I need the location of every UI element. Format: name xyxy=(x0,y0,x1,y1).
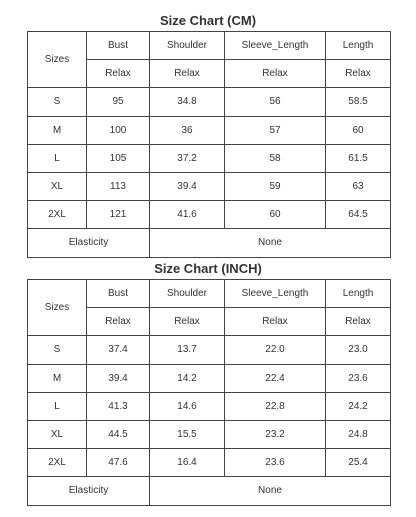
table-cell: 22.8 xyxy=(225,392,326,420)
size-chart-cm-title: Size Chart (CM) xyxy=(159,13,257,28)
fit-label: Relax xyxy=(150,60,225,88)
fit-label: Relax xyxy=(87,308,150,336)
column-header-sleeve-length: Sleeve_Length xyxy=(225,32,326,60)
table-cell: 25.4 xyxy=(326,449,391,477)
size-label: M xyxy=(28,364,87,392)
fit-label: Relax xyxy=(150,308,225,336)
table-cell: 23.2 xyxy=(225,420,326,448)
column-header-length: Length xyxy=(326,280,391,308)
table-cell: 47.6 xyxy=(87,449,150,477)
table-cell: 61.5 xyxy=(326,144,391,172)
fit-label: Relax xyxy=(87,60,150,88)
table-row xyxy=(28,116,391,144)
table-row xyxy=(28,420,391,448)
table-cell: 24.8 xyxy=(326,420,391,448)
table-cell: 23.6 xyxy=(326,364,391,392)
elasticity-row xyxy=(28,477,391,505)
size-label: S xyxy=(28,336,87,364)
size-label: L xyxy=(28,144,87,172)
table-cell: 60 xyxy=(326,116,391,144)
table-cell: 13.7 xyxy=(150,336,225,364)
sizes-header: Sizes xyxy=(28,280,87,336)
table-cell: 113 xyxy=(87,172,150,200)
elasticity-row xyxy=(28,229,391,257)
table-cell: 39.4 xyxy=(150,172,225,200)
table-row xyxy=(28,201,391,229)
size-chart-inch-table xyxy=(27,279,391,506)
table-cell: 41.3 xyxy=(87,392,150,420)
table-cell: 37.4 xyxy=(87,336,150,364)
size-label: XL xyxy=(28,420,87,448)
size-label: L xyxy=(28,392,87,420)
fit-label: Relax xyxy=(225,60,326,88)
size-label: 2XL xyxy=(28,449,87,477)
column-header-sleeve-length: Sleeve_Length xyxy=(225,280,326,308)
table-cell: 100 xyxy=(87,116,150,144)
table-cell: 56 xyxy=(225,88,326,116)
column-header-bust: Bust xyxy=(87,32,150,60)
fit-label: Relax xyxy=(225,308,326,336)
table-row xyxy=(28,88,391,116)
table-cell: 22.4 xyxy=(225,364,326,392)
table-cell: 58.5 xyxy=(326,88,391,116)
elasticity-label: Elasticity xyxy=(28,477,150,505)
column-header-length: Length xyxy=(326,32,391,60)
header-row xyxy=(28,280,391,308)
table-cell: 15.5 xyxy=(150,420,225,448)
table-cell: 63 xyxy=(326,172,391,200)
table-cell: 39.4 xyxy=(87,364,150,392)
column-header-shoulder: Shoulder xyxy=(150,280,225,308)
table-cell: 44.5 xyxy=(87,420,150,448)
table-cell: 60 xyxy=(225,201,326,229)
table-row xyxy=(28,364,391,392)
table-row xyxy=(28,172,391,200)
table-cell: 23.0 xyxy=(326,336,391,364)
table-cell: 64.5 xyxy=(326,201,391,229)
table-row xyxy=(28,336,391,364)
size-label: M xyxy=(28,116,87,144)
table-row xyxy=(28,392,391,420)
table-row xyxy=(28,449,391,477)
size-label: S xyxy=(28,88,87,116)
elasticity-label: Elasticity xyxy=(28,229,150,257)
elasticity-value: None xyxy=(150,229,391,257)
table-cell: 14.2 xyxy=(150,364,225,392)
table-cell: 16.4 xyxy=(150,449,225,477)
table-cell: 37.2 xyxy=(150,144,225,172)
table-cell: 36 xyxy=(150,116,225,144)
column-header-bust: Bust xyxy=(87,280,150,308)
size-label: 2XL xyxy=(28,201,87,229)
size-chart-cm-table xyxy=(27,31,391,258)
table-cell: 23.6 xyxy=(225,449,326,477)
table-cell: 41.6 xyxy=(150,201,225,229)
table-cell: 57 xyxy=(225,116,326,144)
column-header-shoulder: Shoulder xyxy=(150,32,225,60)
sizes-header: Sizes xyxy=(28,32,87,88)
header-row xyxy=(28,32,391,60)
table-cell: 14.6 xyxy=(150,392,225,420)
table-cell: 95 xyxy=(87,88,150,116)
size-label: XL xyxy=(28,172,87,200)
table-cell: 121 xyxy=(87,201,150,229)
table-row xyxy=(28,144,391,172)
fit-label: Relax xyxy=(326,60,391,88)
table-cell: 34.8 xyxy=(150,88,225,116)
table-cell: 59 xyxy=(225,172,326,200)
table-cell: 105 xyxy=(87,144,150,172)
table-cell: 24.2 xyxy=(326,392,391,420)
fit-label: Relax xyxy=(326,308,391,336)
size-chart-inch-title: Size Chart (INCH) xyxy=(154,261,262,276)
elasticity-value: None xyxy=(150,477,391,505)
table-cell: 22.0 xyxy=(225,336,326,364)
table-cell: 58 xyxy=(225,144,326,172)
